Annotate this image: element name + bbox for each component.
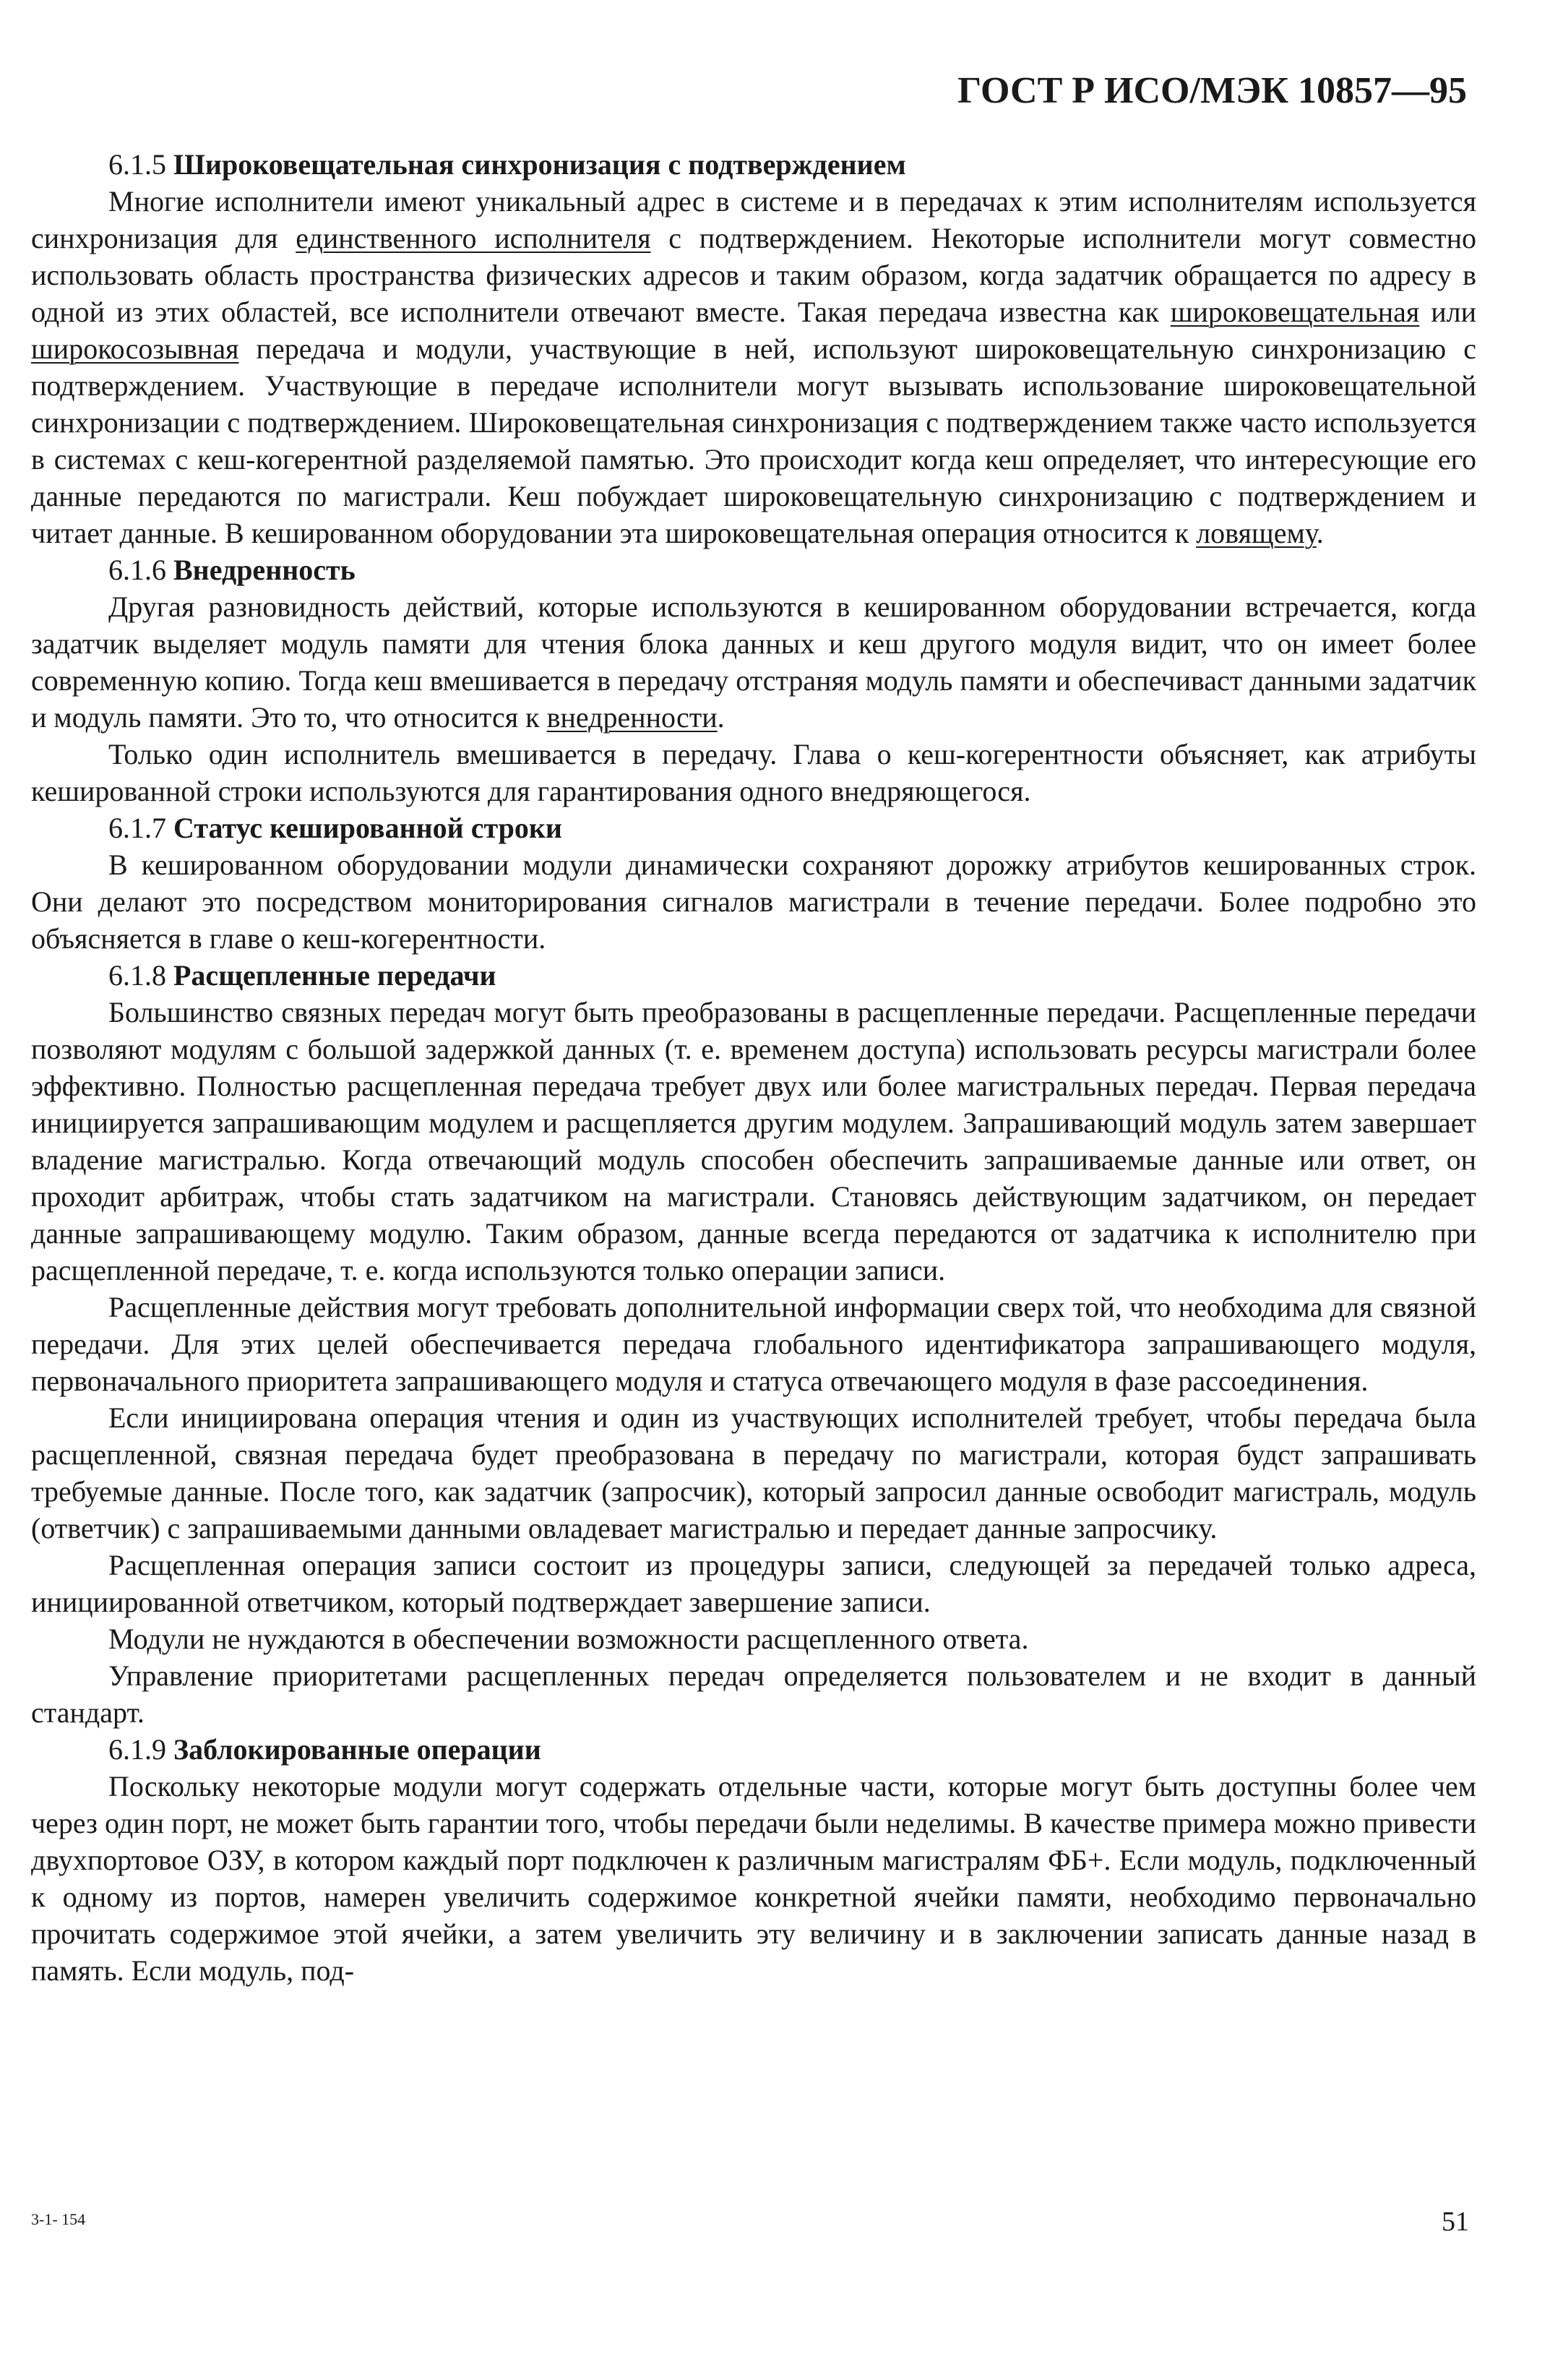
paragraph: Модули не нуждаются в обеспечении возможности расщепленного ответа.	[108, 1623, 1029, 1655]
section-title: Внедренность	[173, 554, 356, 586]
section-heading-6-1-5	[31, 146, 1476, 183]
paragraph	[31, 183, 1476, 551]
section-heading-6-1-9	[31, 1731, 1476, 1768]
paragraph: Только один исполнитель вмешивается в передачу. Глава о кеш-когерентности объясняет, как атрибуты кешированной строки используются для гарантирования одного внедряющегося.	[31, 738, 1476, 807]
text-run: с подтверждением. Некоторые исполнители могут совместно использовать область пространства физических адресов и таким образом, когда задатчик обращается по адресу в одной из этих областей, все исполнители отвечают вместе. Такая передача известна как	[31, 222, 1476, 328]
section-title: Статус кешированной строки	[173, 812, 562, 844]
paragraph: Расщепленные действия могут требовать дополнительной информации сверх той, что необходима для связной передачи. Для этих целей обеспечивается передача глобального идентификатора запрашивающего модуля, первоначального приоритета запрашивающего модуля и статуса отвечающего модуля в фазе рассоединения.	[31, 1291, 1476, 1397]
paragraph: В кешированном оборудовании модули динамически сохраняют дорожку атрибутов кешированных строк. Они делают это посредством мониторирования сигналов магистрали в течение передачи. Более подробно это объясняется в главе о кеш-когерентности.	[31, 849, 1476, 955]
text-run: передача и модули, участвующие в ней, используют широковещательную синхронизацию с подтверждением. Участвующие в передаче исполнители могут вызывать использование широковещательной синхронизации с подтверждением. Широковещательная синхронизация с подтверждением также часто используется в системах с кеш-когерентной разделяемой памятью. Это происходит когда кеш определяет, что интересующие его данные передаются по магистрали. Кеш побуждает широковещательную синхронизацию с подтверждением и читает данные. В кешированном оборудовании эта широковещательная операция относится к	[31, 332, 1476, 549]
section-number: 6.1.5	[108, 148, 166, 181]
footer-print-code: 3-1- 154	[31, 2210, 86, 2228]
text-run: или	[1419, 296, 1476, 328]
text-run: .	[717, 701, 725, 734]
section-heading-6-1-8	[31, 957, 1476, 994]
paragraph: Поскольку некоторые модули могут содержать отдельные части, которые могут быть доступны более чем через один порт, не может быть гарантии того, чтобы передачи были неделимы. В качестве примера можно привести двухпортовое ОЗУ, в котором каждый порт подключен к различным магистралям ФБ+. Если модуль, подключенный к одному из портов, намерен увеличить содержимое конкретной ячейки памяти, необходимо первоначально прочитать содержимое этой ячейки, а затем увеличить эту величину и в заключении записать данные назад в память. Если модуль, под-	[31, 1770, 1476, 1987]
section-number: 6.1.9	[108, 1733, 166, 1766]
section-heading-6-1-7	[31, 809, 1476, 846]
document-body	[31, 146, 1476, 1989]
section-title: Расщепленные передачи	[173, 959, 496, 992]
underlined-term: единственного исполнителя	[296, 222, 651, 254]
underlined-term: широковещательная	[1170, 296, 1420, 328]
paragraph: Расщепленная операция записи состоит из процедуры записи, следующей за передачей только адреса, инициированной ответчиком, который подтверждает завершение записи.	[31, 1549, 1476, 1618]
page-number: 51	[1442, 2207, 1469, 2237]
section-heading-6-1-6	[31, 551, 1476, 588]
underlined-term: широкосозывная	[31, 332, 239, 365]
section-number: 6.1.6	[108, 554, 166, 586]
paragraph: Если инициирована операция чтения и один из участвующих исполнителей требует, чтобы передача была расщепленной, связная передача будет преобразована в передачу по магистрали, которая будст запрашивать требуемые данные. После того, как задатчик (запросчик), который запросил данные освободит магистраль, модуль (ответчик) с запрашиваемыми данными овладевает магистралью и передает данные запросчику.	[31, 1401, 1476, 1545]
text-run: .	[1316, 517, 1324, 549]
section-number: 6.1.7	[108, 812, 166, 844]
underlined-term: ловящему	[1196, 517, 1317, 549]
paragraph: Большинство связных передач могут быть преобразованы в расщепленные передачи. Расщепленные передачи позволяют модулям с большой задержкой данных (т. е. временем доступа) использовать ресурсы магистрали более эффективно. Полностью расщепленная передача требует двух или более магистральных передач. Первая передача инициируется запрашивающим модулем и расщепляется другим модулем. Запрашивающий модуль затем завершает владение магистралью. Когда отвечающий модуль способен обеспечить запрашиваемые данные или ответ, он проходит арбитраж, чтобы стать задатчиком на магистрали. Становясь действующим задатчиком, он передает данные запрашивающему модулю. Таким образом, данные всегда передаются от задатчика к исполнителю при расщепленной передаче, т. е. когда используются только операции записи.	[31, 996, 1476, 1286]
section-title: Широковещательная синхронизация с подтверждением	[173, 148, 906, 181]
document-header: ГОСТ Р ИСО/МЭК 10857—95	[957, 70, 1467, 111]
paragraph: Управление приоритетами расщепленных передач определяется пользователем и не входит в данный стандарт.	[31, 1659, 1476, 1729]
paragraph	[31, 588, 1476, 736]
text-run: Многие исполнители имеют уникальный адрес в системе и в передачах к этим исполнителям используется синхронизация для	[31, 185, 1476, 254]
underlined-term: внедренности	[546, 701, 718, 734]
section-title: Заблокированные операции	[173, 1733, 541, 1766]
section-number: 6.1.8	[108, 959, 166, 992]
text-run: Другая разновидность действий, которые используются в кешированном оборудовании встречается, когда задатчик выделяет модуль памяти для чтения блока данных и кеш другого модуля видит, что он имеет более современную копию. Тогда кеш вмешивается в передачу отстраняя модуль памяти и обеспечиваст данными задатчик и модуль памяти. Это то, что относится к	[31, 590, 1476, 734]
